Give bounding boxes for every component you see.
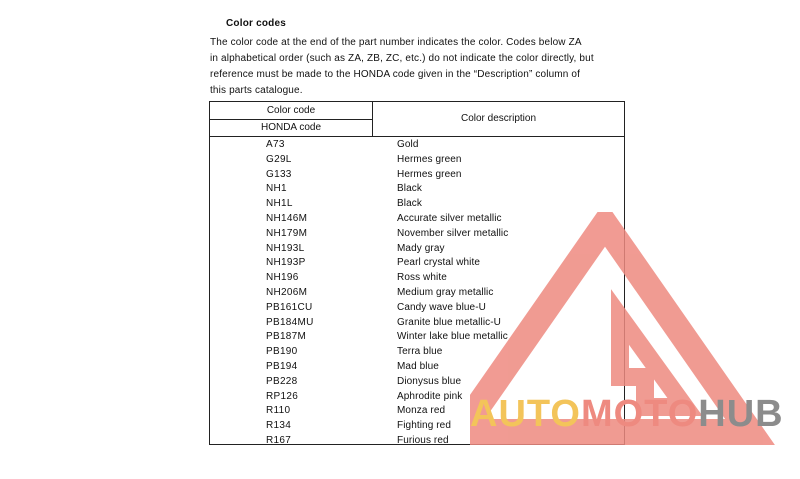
honda-code-cell: NH1L [266,198,293,210]
honda-code-cell: G29L [266,153,292,165]
color-description-cell: Black [397,183,422,195]
intro-line: The color code at the end of the part number indicates the color. Codes below ZA [210,37,582,48]
color-description-cell: Medium gray metallic [397,286,494,298]
table-row [210,182,624,197]
intro-line: in alphabetical order (such as ZA, ZB, ZC, etc.) do not indicate the color directly, but [210,53,594,64]
honda-code-cell: PB187M [266,331,307,343]
honda-code-cell: NH1 [266,183,287,195]
honda-code-cell: RP126 [266,390,299,402]
honda-code-cell: R167 [266,434,292,446]
watermark-text-hub: HUB [698,393,784,435]
table-row [210,138,624,153]
honda-code-cell: R110 [266,405,291,417]
color-description-cell: Dionysus blue [397,375,462,387]
color-description-cell: November silver metallic [397,227,509,239]
honda-code-cell: NH206M [266,286,308,298]
header-divider [210,136,624,137]
color-description-cell: Winter lake blue metallic [397,331,508,343]
color-description-cell: Granite blue metallic-U [397,316,502,328]
honda-code-cell: NH193P [266,257,306,269]
color-description-cell: Terra blue [397,346,443,358]
color-description-cell: Hermes green [397,168,462,180]
honda-code-cell: PB161CU [266,301,313,313]
header-color-code: Color code [266,105,316,116]
color-description-cell: Pearl crystal white [397,257,481,269]
color-description-cell: Black [397,198,422,210]
color-description-cell: Aphrodite pink [397,390,463,402]
honda-code-cell: NH146M [266,212,308,224]
color-description-cell: Monza red [397,405,446,417]
color-description-cell: Gold [397,139,419,150]
honda-code-cell: NH196 [266,272,299,284]
header-divider [210,119,372,120]
honda-code-cell: NH179M [266,227,308,239]
color-description-cell: Mady gray [397,242,445,254]
honda-code-cell: NH193L [266,242,305,254]
header-color-description: Color description [460,113,537,124]
honda-code-cell: PB194 [266,360,298,372]
table-row [210,197,624,212]
table-row [210,153,624,168]
color-description-cell: Furious red [397,434,449,446]
watermark-text-moto: MOTO [580,393,699,435]
intro-line: this parts catalogue. [210,85,303,96]
honda-code-cell: PB228 [266,375,298,387]
watermark-text-auto: AUTO [470,393,581,435]
color-description-cell: Hermes green [397,153,462,165]
automotohub-watermark [470,212,800,447]
section-heading: Color codes [226,18,286,29]
honda-code-cell: PB190 [266,346,298,358]
table-row [210,168,624,183]
honda-code-cell: PB184MU [266,316,314,328]
color-description-cell: Ross white [397,272,447,284]
header-honda-code: HONDA code [260,122,322,133]
color-description-cell: Candy wave blue-U [397,301,486,313]
honda-code-cell: A73 [266,139,285,150]
honda-code-cell: G133 [266,168,292,180]
color-description-cell: Fighting red [397,420,452,432]
intro-paragraph [210,35,630,99]
honda-code-cell: R134 [266,420,292,432]
intro-line: reference must be made to the HONDA code given in the “Description” column of [210,69,581,80]
color-description-cell: Accurate silver metallic [397,212,502,224]
watermark-text [470,393,784,435]
color-description-cell: Mad blue [397,360,439,372]
